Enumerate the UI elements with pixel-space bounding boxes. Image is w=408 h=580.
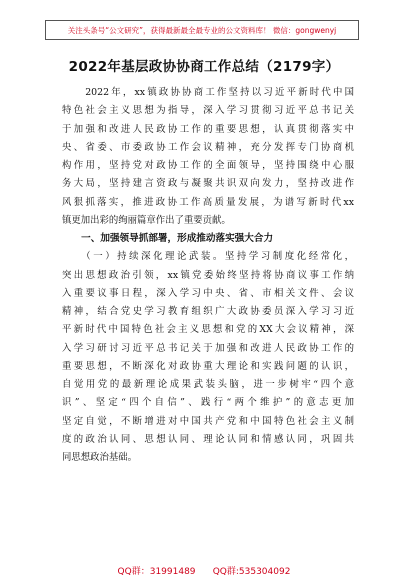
paragraph-line: 自觉用党的最新理论成果武装头脑，进一步树牢“四个意 (62, 379, 354, 390)
paragraph-line: 同思想政治基础。 (62, 452, 138, 463)
section-heading: 一、加强领导抓部署，形成推动落实强大合力 (62, 233, 274, 244)
paragraph-line: 构作用，坚持党对政协工作的全面领导，坚持围绕中心服 (62, 160, 354, 171)
paragraph-line: 风狠抓落实，推进政协工作高质量发展，为谱写新时代xx (62, 196, 354, 208)
promo-banner: 关注头条号“公文研究”，获得最新最全最专业的公文资料库！ 微信：gongwenyj (45, 20, 359, 40)
paragraph-line: 度的政治认同、思想认同、理论认同和情感认同，巩固共 (62, 433, 354, 445)
paragraph-line: 特色社会主义思想为指导，深入学习贯彻习近平总书记关 (62, 105, 354, 117)
footer-contact: QQ群：31991489 QQ群:535304092 (117, 567, 291, 577)
paragraph-line: 坚定自觉，不断增进对中国共产党和中国特色社会主义制 (62, 415, 354, 427)
paragraph-line: （一）持续深化理论武装。坚持学习制度化经常化， (62, 251, 354, 263)
paragraph-line: 镇更加出彩的绚丽篇章作出了重要贡献。 (62, 214, 231, 226)
document-body (62, 84, 354, 467)
paragraph-line: 突出思想政治引领，xx镇党委始终坚持将协商议事工作纳 (62, 269, 354, 281)
paragraph-line: 入重要议事日程，深入学习中央、省、市相关文件、会议 (62, 287, 354, 299)
paragraph-line: 平新时代中国特色社会主义思想和党的XX大会议精神，深 (62, 324, 354, 336)
paragraph-line: 央、省委、市委政协工作会议精神，充分发挥专门协商机 (62, 141, 354, 153)
paragraph-line: 识”、坚定“四个自信”、践行“两个维护”的意志更加 (62, 397, 354, 409)
paragraph-line: 务大局，坚持建言资政与凝聚共识双向发力，坚持改进作 (62, 178, 354, 190)
paragraph-line: 重要思想，不断深化对政协重大理论和实践问题的认识， (62, 360, 354, 372)
paragraph-line: 精神，结合党史学习教育组织广大政协委员深入学习习近 (62, 306, 354, 317)
paragraph-line: 入学习研讨习近平总书记关于加强和改进人民政协工作的 (62, 342, 354, 354)
document-title: 2022年基层政协协商工作总结（2179字） (68, 59, 340, 75)
paragraph-line: 于加强和改进人民政协工作的重要思想，认真贯彻落实中 (62, 123, 354, 135)
paragraph-line: 2022年，xx镇政协协商工作坚持以习近平新时代中国 (62, 87, 354, 98)
